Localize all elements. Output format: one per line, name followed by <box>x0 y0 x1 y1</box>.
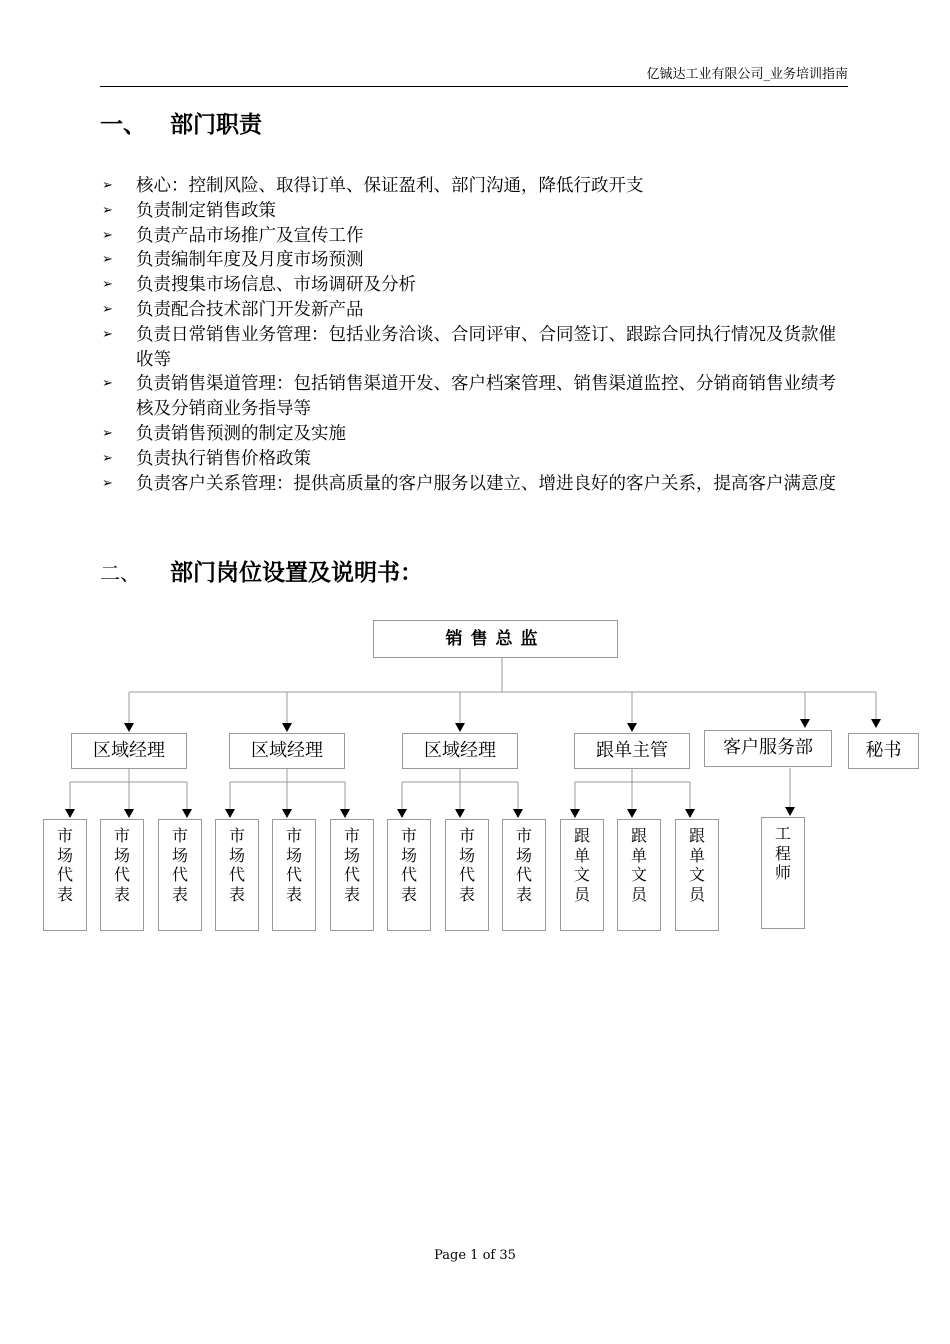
responsibility-text: 负责日常销售业务管理：包括业务洽谈、合同评审、合同签订、跟踪合同执行情况及货款催收等 <box>136 324 836 370</box>
bullet-arrow-icon: ➢ <box>102 450 113 466</box>
org-node-regional-manager-2: 区域经理 <box>229 733 345 769</box>
responsibility-text: 负责配合技术部门开发新产品 <box>136 299 364 320</box>
bullet-arrow-icon: ➢ <box>102 475 113 491</box>
responsibility-text: 负责制定销售政策 <box>136 200 276 221</box>
org-node-order-supervisor: 跟单主管 <box>574 733 690 769</box>
bullet-arrow-icon: ➢ <box>102 376 113 392</box>
org-node-level3: 市 场 代 表 <box>43 819 87 931</box>
bullet-arrow-icon: ➢ <box>102 301 113 317</box>
responsibility-text: 负责销售预测的制定及实施 <box>136 423 346 444</box>
org-node-level3: 跟 单 文 员 <box>675 819 719 931</box>
bullet-arrow-icon: ➢ <box>102 326 113 342</box>
org-node-level3: 跟 单 文 员 <box>560 819 604 931</box>
org-node-level3: 市 场 代 表 <box>330 819 374 931</box>
org-node-level3: 工 程 师 <box>761 817 805 929</box>
section-2-number: 二、 <box>100 561 140 585</box>
org-node-customer-service: 客户服务部 <box>704 730 832 767</box>
page-header: 亿铖达工业有限公司_业务培训指南 <box>100 66 848 87</box>
org-node-level3: 市 场 代 表 <box>215 819 259 931</box>
responsibility-text: 负责编制年度及月度市场预测 <box>136 250 364 271</box>
org-node-level3: 市 场 代 表 <box>100 819 144 931</box>
page-footer: Page 1 of 35 <box>434 1248 516 1263</box>
org-node-level3: 市 场 代 表 <box>387 819 431 931</box>
bullet-arrow-icon: ➢ <box>102 227 113 243</box>
bullet-arrow-icon: ➢ <box>102 252 113 268</box>
bullet-arrow-icon: ➢ <box>102 277 113 293</box>
responsibility-text: 核心：控制风险、取得订单、保证盈利、部门沟通，降低行政开支 <box>136 176 644 196</box>
org-node-regional-manager-3: 区域经理 <box>402 733 518 769</box>
org-node-level3: 市 场 代 表 <box>272 819 316 931</box>
org-node-level3: 市 场 代 表 <box>445 819 489 931</box>
responsibility-text: 负责执行销售价格政策 <box>136 448 311 469</box>
bullet-arrow-icon: ➢ <box>102 425 113 441</box>
bullet-arrow-icon: ➢ <box>102 202 113 218</box>
org-node-secretary: 秘书 <box>848 733 919 769</box>
section-2-title: 部门岗位设置及说明书： <box>170 559 423 586</box>
section-1-number: 一、 <box>100 111 146 138</box>
org-node-level3: 市 场 代 表 <box>158 819 202 931</box>
responsibility-text: 负责产品市场推广及宣传工作 <box>136 225 364 246</box>
responsibility-text: 负责搜集市场信息、市场调研及分析 <box>136 275 416 296</box>
responsibility-text: 负责销售渠道管理：包括销售渠道开发、客户档案管理、销售渠道监控、分销商销售业绩考核及分销商业务指导等 <box>136 374 836 420</box>
responsibility-text: 负责客户关系管理：提供高质量的客户服务以建立、增进良好的客户关系，提高客户满意度 <box>136 473 836 494</box>
section-1-title: 部门职责 <box>170 111 262 138</box>
org-node-level3: 跟 单 文 员 <box>617 819 661 931</box>
bullet-arrow-icon: ➢ <box>102 178 113 193</box>
org-node-regional-manager-1: 区域经理 <box>71 733 187 769</box>
org-node-level3: 市 场 代 表 <box>502 819 546 931</box>
org-node-sales-director: 销售总监 <box>373 620 618 658</box>
